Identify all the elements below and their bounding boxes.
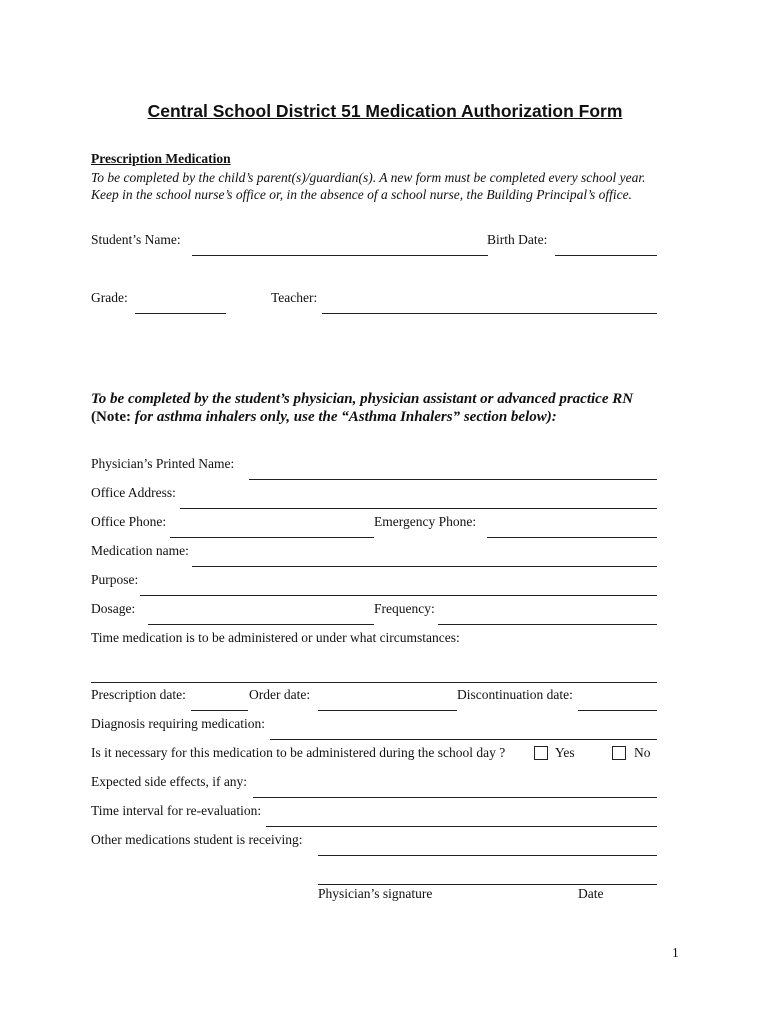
reevaluation-label: Time interval for re-evaluation: — [91, 803, 262, 818]
office-address-label: Office Address: — [91, 485, 176, 500]
no-checkbox[interactable] — [612, 746, 626, 760]
student-name-label: Student’s Name: — [91, 232, 181, 247]
time-admin-field[interactable] — [91, 682, 657, 683]
reevaluation-field[interactable] — [266, 826, 657, 827]
page-number: 1 — [672, 945, 679, 960]
diagnosis-label: Diagnosis requiring medication: — [91, 716, 265, 731]
diagnosis-field[interactable] — [270, 739, 657, 740]
physician-section-heading: To be completed by the student’s physician, physician assistant or advanced practice RN — [91, 391, 634, 407]
prescription-date-field[interactable] — [191, 710, 248, 711]
physician-section-note — [91, 409, 557, 426]
office-address-field[interactable] — [180, 508, 657, 509]
medication-name-field[interactable] — [192, 566, 657, 567]
side-effects-label: Expected side effects, if any: — [91, 774, 248, 789]
frequency-field[interactable] — [438, 624, 657, 625]
physician-name-field[interactable] — [249, 479, 657, 480]
date-label: Date — [578, 886, 604, 901]
note-prefix: (Note: — [91, 409, 131, 425]
other-meds-label: Other medications student is receiving: — [91, 832, 303, 847]
prescription-date-label: Prescription date: — [91, 687, 186, 702]
office-phone-field[interactable] — [170, 537, 374, 538]
other-meds-field[interactable] — [318, 855, 657, 856]
birth-date-field[interactable] — [555, 255, 657, 256]
order-date-label: Order date: — [249, 687, 311, 702]
office-phone-label: Office Phone: — [91, 514, 167, 529]
student-name-field[interactable] — [192, 255, 488, 256]
signature-label: Physician’s signature — [318, 886, 433, 901]
birth-date-label: Birth Date: — [487, 232, 548, 247]
necessary-question: Is it necessary for this medication to be administered during the school day ? — [91, 745, 506, 760]
purpose-field[interactable] — [140, 595, 657, 596]
grade-field[interactable] — [135, 313, 226, 314]
frequency-label: Frequency: — [374, 601, 435, 616]
prescription-note-1: To be completed by the child’s parent(s)/guardian(s). A new form must be completed every school year. — [91, 170, 646, 185]
form-title: Central School District 51 Medication Authorization Form — [147, 101, 623, 121]
teacher-field[interactable] — [322, 313, 657, 314]
emergency-phone-field[interactable] — [487, 537, 657, 538]
discontinuation-date-label: Discontinuation date: — [457, 687, 573, 702]
discontinuation-date-field[interactable] — [578, 710, 657, 711]
prescription-heading: Prescription Medication — [91, 151, 231, 166]
order-date-field[interactable] — [318, 710, 457, 711]
prescription-note-2: Keep in the school nurse’s office or, in the absence of a school nurse, the Building Principal’s office. — [91, 187, 632, 202]
yes-checkbox[interactable] — [534, 746, 548, 760]
dosage-label: Dosage: — [91, 601, 136, 616]
dosage-field[interactable] — [148, 624, 374, 625]
grade-label: Grade: — [91, 290, 128, 305]
purpose-label: Purpose: — [91, 572, 139, 587]
medication-name-label: Medication name: — [91, 543, 189, 558]
signature-field[interactable] — [318, 884, 657, 885]
no-label: No — [634, 745, 651, 760]
note-rest: for asthma inhalers only, use the “Asthma Inhalers” section below): — [130, 409, 557, 425]
teacher-label: Teacher: — [271, 290, 318, 305]
side-effects-field[interactable] — [253, 797, 657, 798]
time-admin-label: Time medication is to be administered or under what circumstances: — [91, 630, 460, 645]
yes-label: Yes — [555, 745, 575, 760]
emergency-phone-label: Emergency Phone: — [374, 514, 477, 529]
physician-name-label: Physician’s Printed Name: — [91, 456, 235, 471]
